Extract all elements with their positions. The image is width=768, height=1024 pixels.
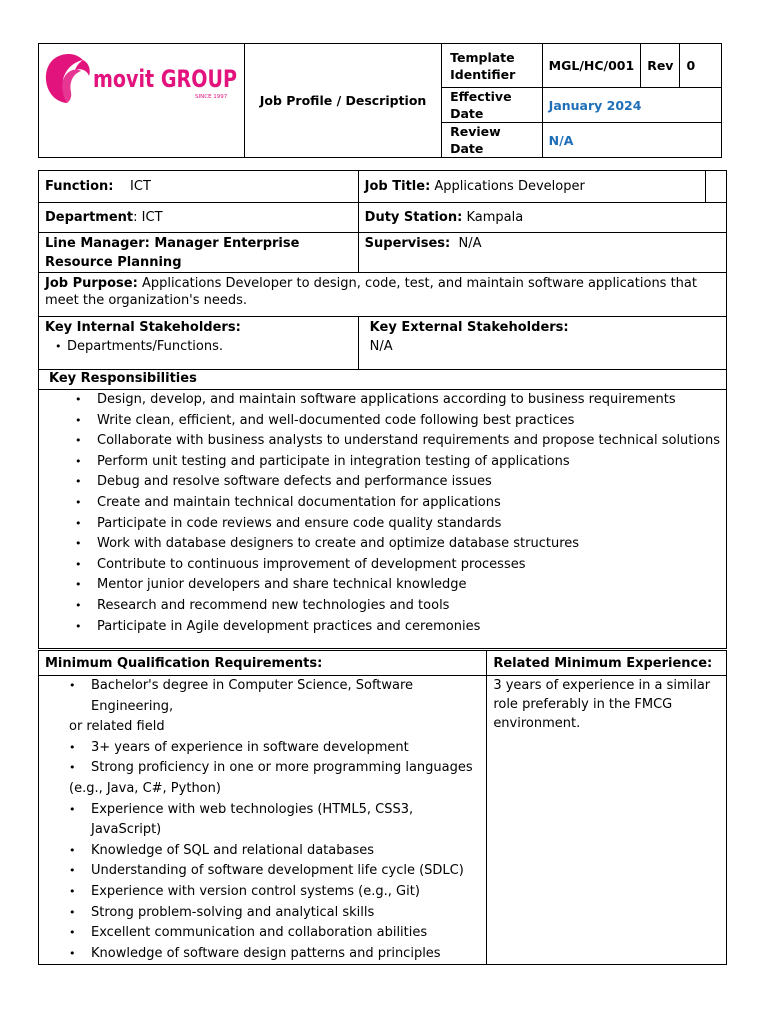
responsibilities-label: Key Responsibilities: [39, 370, 727, 390]
function-label: Function:: [45, 179, 114, 194]
qualifications-table: [38, 650, 727, 965]
duty-station-label: Duty Station:: [364, 210, 463, 225]
effective-date-label: Effective Date: [442, 88, 543, 123]
job-title-label: Job Title:: [364, 179, 431, 194]
function-cell: [39, 171, 359, 203]
qualifications-label: Minimum Qualification Requirements:: [39, 651, 487, 676]
qualifications-cell: [39, 676, 487, 965]
supervises-label: Supervises:: [364, 236, 451, 251]
job-purpose-value: Applications Developer to design, code, test, and maintain software applications that meet the organization's needs.: [45, 276, 697, 308]
rev-label: Rev: [641, 44, 680, 88]
list-item: • Mentor junior developers and share technical knowledge: [45, 575, 720, 596]
movit-logo: [43, 50, 239, 106]
duty-station-value: Kampala: [466, 210, 524, 225]
job-profile-table: [38, 170, 727, 649]
qualification-continuation: or related field: [69, 719, 165, 735]
list-item: • Write clean, efficient, and well-documented code following best practices: [45, 411, 720, 432]
list-item: • Participate in Agile development practices and ceremonies: [45, 617, 720, 638]
qualification-continuation: (e.g., Java, C#, Python): [69, 780, 221, 796]
list-item: • Collaborate with business analysts to understand requirements and propose technical solutions: [45, 431, 720, 452]
logo-wordmark: movit GROUP: [93, 65, 237, 93]
department-value: : ICT: [133, 210, 163, 225]
list-item: • Research and recommend new technologies and tools: [45, 596, 720, 617]
list-item: • Experience with web technologies (HTML5, CSS3, JavaScript): [45, 800, 480, 841]
line-manager: Line Manager: Manager Enterprise Resource Planning: [39, 233, 359, 273]
list-item: • Design, develop, and maintain software applications according to business requirements: [45, 390, 720, 411]
list-item: • Excellent communication and collaboration abilities: [45, 923, 480, 944]
qualification-text: Bachelor's degree in Computer Science, Software Engineering,: [91, 678, 414, 714]
internal-stakeholders-cell: [39, 317, 359, 370]
external-stakeholders-value: N/A: [369, 339, 393, 354]
list-item: • Work with database designers to create and optimize database structures: [45, 534, 720, 555]
function-value: ICT: [130, 179, 151, 194]
internal-stakeholders-list: [45, 337, 352, 356]
supervises-cell: [358, 233, 726, 273]
experience-value: 3 years of experience in a similar role preferably in the FMCG environment.: [487, 676, 727, 965]
review-date-label: Review Date: [442, 123, 543, 158]
list-item: • Departments/Functions.: [45, 337, 352, 356]
logo-tagline: SINCE 1997: [195, 94, 228, 100]
empty-cell: [706, 171, 727, 203]
logo-cell: [39, 44, 245, 158]
list-item: • Experience with version control systems (e.g., Git): [45, 882, 480, 903]
external-stakeholders-cell: [358, 317, 726, 370]
list-item: • Understanding of software development life cycle (SDLC): [45, 861, 480, 882]
doc-title: Job Profile / Description: [244, 44, 441, 158]
list-item: • Contribute to continuous improvement of development processes: [45, 555, 720, 576]
internal-stakeholders-label: Key Internal Stakeholders:: [45, 320, 241, 335]
duty-station-cell: [358, 203, 726, 233]
list-item: • Participate in code reviews and ensure code quality standards: [45, 514, 720, 535]
list-item: • Create and maintain technical documentation for applications: [45, 493, 720, 514]
job-title-cell: [358, 171, 705, 203]
qualification-text: Strong proficiency in one or more programming languages: [91, 760, 473, 776]
list-item: • Knowledge of software design patterns and principles: [45, 944, 480, 965]
list-item: • Strong problem-solving and analytical skills: [45, 903, 480, 924]
department-label: Department: [45, 210, 134, 225]
list-item: [45, 676, 480, 738]
review-date-value: N/A: [542, 123, 721, 158]
document-header: [38, 43, 722, 158]
department-cell: [39, 203, 359, 233]
template-identifier-label: Template Identifier: [442, 44, 543, 88]
rev-value: 0: [680, 44, 722, 88]
job-purpose-label: Job Purpose:: [45, 276, 138, 291]
qualifications-list: [45, 676, 480, 964]
list-item: • Perform unit testing and participate in integration testing of applications: [45, 452, 720, 473]
effective-date-value: January 2024: [542, 88, 721, 123]
supervises-value: N/A: [458, 236, 482, 251]
external-stakeholders-label: Key External Stakeholders:: [369, 320, 569, 335]
list-item: • 3+ years of experience in software development: [45, 738, 480, 759]
responsibilities-cell: [39, 390, 727, 649]
template-identifier-value: MGL/HC/001: [542, 44, 641, 88]
job-title-value: Applications Developer: [434, 179, 585, 194]
list-item: • Knowledge of SQL and relational databases: [45, 841, 480, 862]
job-purpose-cell: [39, 273, 727, 317]
responsibilities-list: [45, 390, 720, 637]
experience-label: Related Minimum Experience:: [487, 651, 727, 676]
list-item: [45, 758, 480, 799]
list-item: • Debug and resolve software defects and performance issues: [45, 472, 720, 493]
